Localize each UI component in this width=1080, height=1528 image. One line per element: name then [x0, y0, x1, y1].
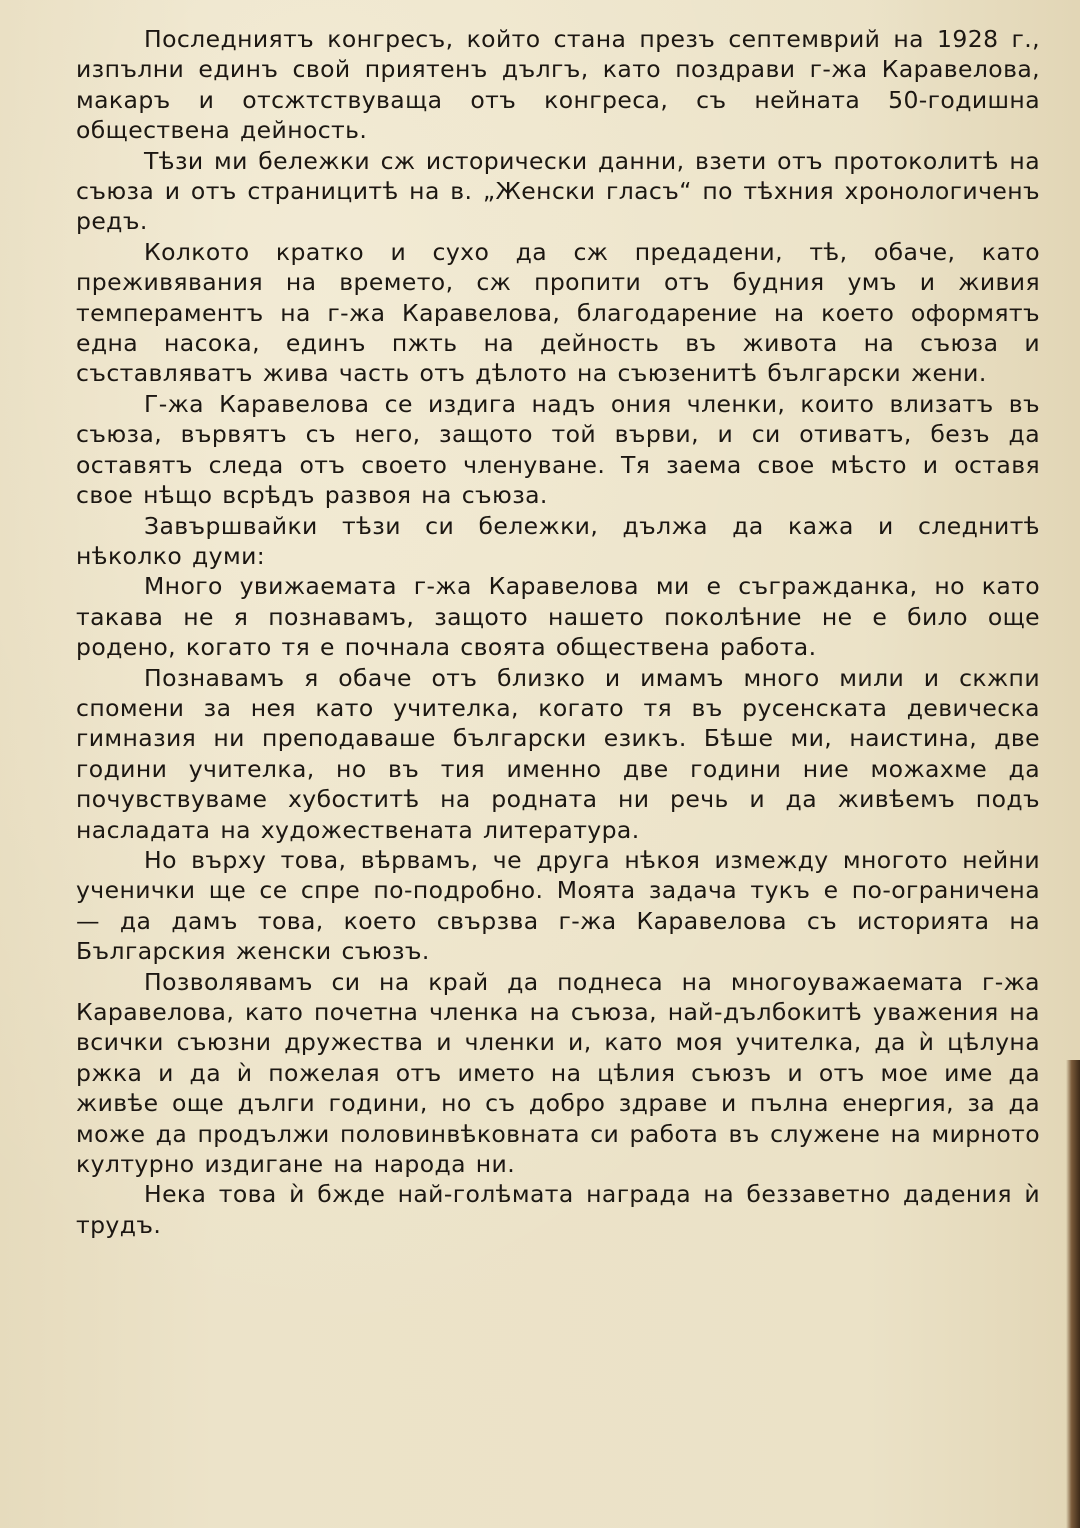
paragraph-wishes: Позволявамъ си на край да поднеса на многоуважаемата г-жа Каравелова, като почетна членка на съюза, най-дълбокитѣ уважения на всички съюзни дружества и членки и, като моя учителка, да ѝ цѣлуна ржка и да ѝ пожелая отъ името на цѣлия съюзъ и отъ мое име да живѣе още дълги години, но съ добро здраве и пълна енергия, за да може да продължи половинвѣковната си работа въ служене на мирното културно издигане на народа ни.	[76, 967, 1040, 1179]
book-spine-edge	[1066, 1060, 1080, 1528]
paragraph-members: Г-жа Каравелова се издига надъ ония членки, които влизатъ въ съюза, вървятъ съ него, защото той върви, и си отиватъ, безъ да оставятъ следа отъ своето членуване. Тя заема свое мѣсто и оставя свое нѣщо всрѣдъ развоя на съюза.	[76, 389, 1040, 510]
document-body	[76, 24, 1040, 1240]
paragraph-closing-words: Завършвайки тѣзи си бележки, дължа да кажа и следнитѣ нѣколко думи:	[76, 511, 1040, 570]
paragraph-task: Но върху това, вѣрвамъ, че друга нѣкоя измежду многото нейни ученички ще се спре по-подробно. Моята задача тукъ е по-ограничена — да дамъ това, което свързва г-жа Каравелова съ историята на Българския женски съюзъ.	[76, 845, 1040, 966]
paragraph-teacher-memories: Познавамъ я обаче отъ близко и имамъ много мили и скжпи спомени за нея като учителка, когато тя въ русенската девическа гимназия ни преподаваше български езикъ. Бѣше ми, наистина, две години учителка, но въ тия именно две години ние можахме да почувствуваме хубоститѣ на родната ни речь и да живѣемъ подъ насладата на художествената литература.	[76, 663, 1040, 844]
paragraph-historical-notes: Тѣзи ми бележки сж исторически данни, взети отъ протоколитѣ на съюза и отъ страницитѣ на в. „Женски гласъ“ по тѣхния хронологиченъ редъ.	[76, 146, 1040, 236]
paragraph-fellow-citizen: Много увижаемата г-жа Каравелова ми е съгражданка, но като такава не я познавамъ, защото нашето поколѣние не е било още родено, когато тя е почнала своята обществена работа.	[76, 572, 1040, 662]
paragraph-congress: Последниятъ конгресъ, който стана презъ септемврий на 1928 г., изпълни единъ свой приятенъ дългъ, като поздрави г-жа Каравелова, макаръ и отсжтствуваща отъ конгреса, съ нейната 50-годишна обществена дейность.	[76, 25, 1040, 145]
paragraph-final: Нека това ѝ бжде най-голѣмата награда на беззаветно дадения ѝ трудъ.	[76, 1180, 1040, 1239]
paragraph-temperament: Колкото кратко и сухо да сж предадени, тѣ, обаче, като преживявания на времето, сж пропити отъ будния умъ и живия темпераментъ на г-жа Каравелова, благодарение на което оформятъ една насока, единъ пжть на дейность въ живота на съюза и съставляватъ жива часть отъ дѣлото на съюзенитѣ български жени.	[76, 237, 1040, 388]
